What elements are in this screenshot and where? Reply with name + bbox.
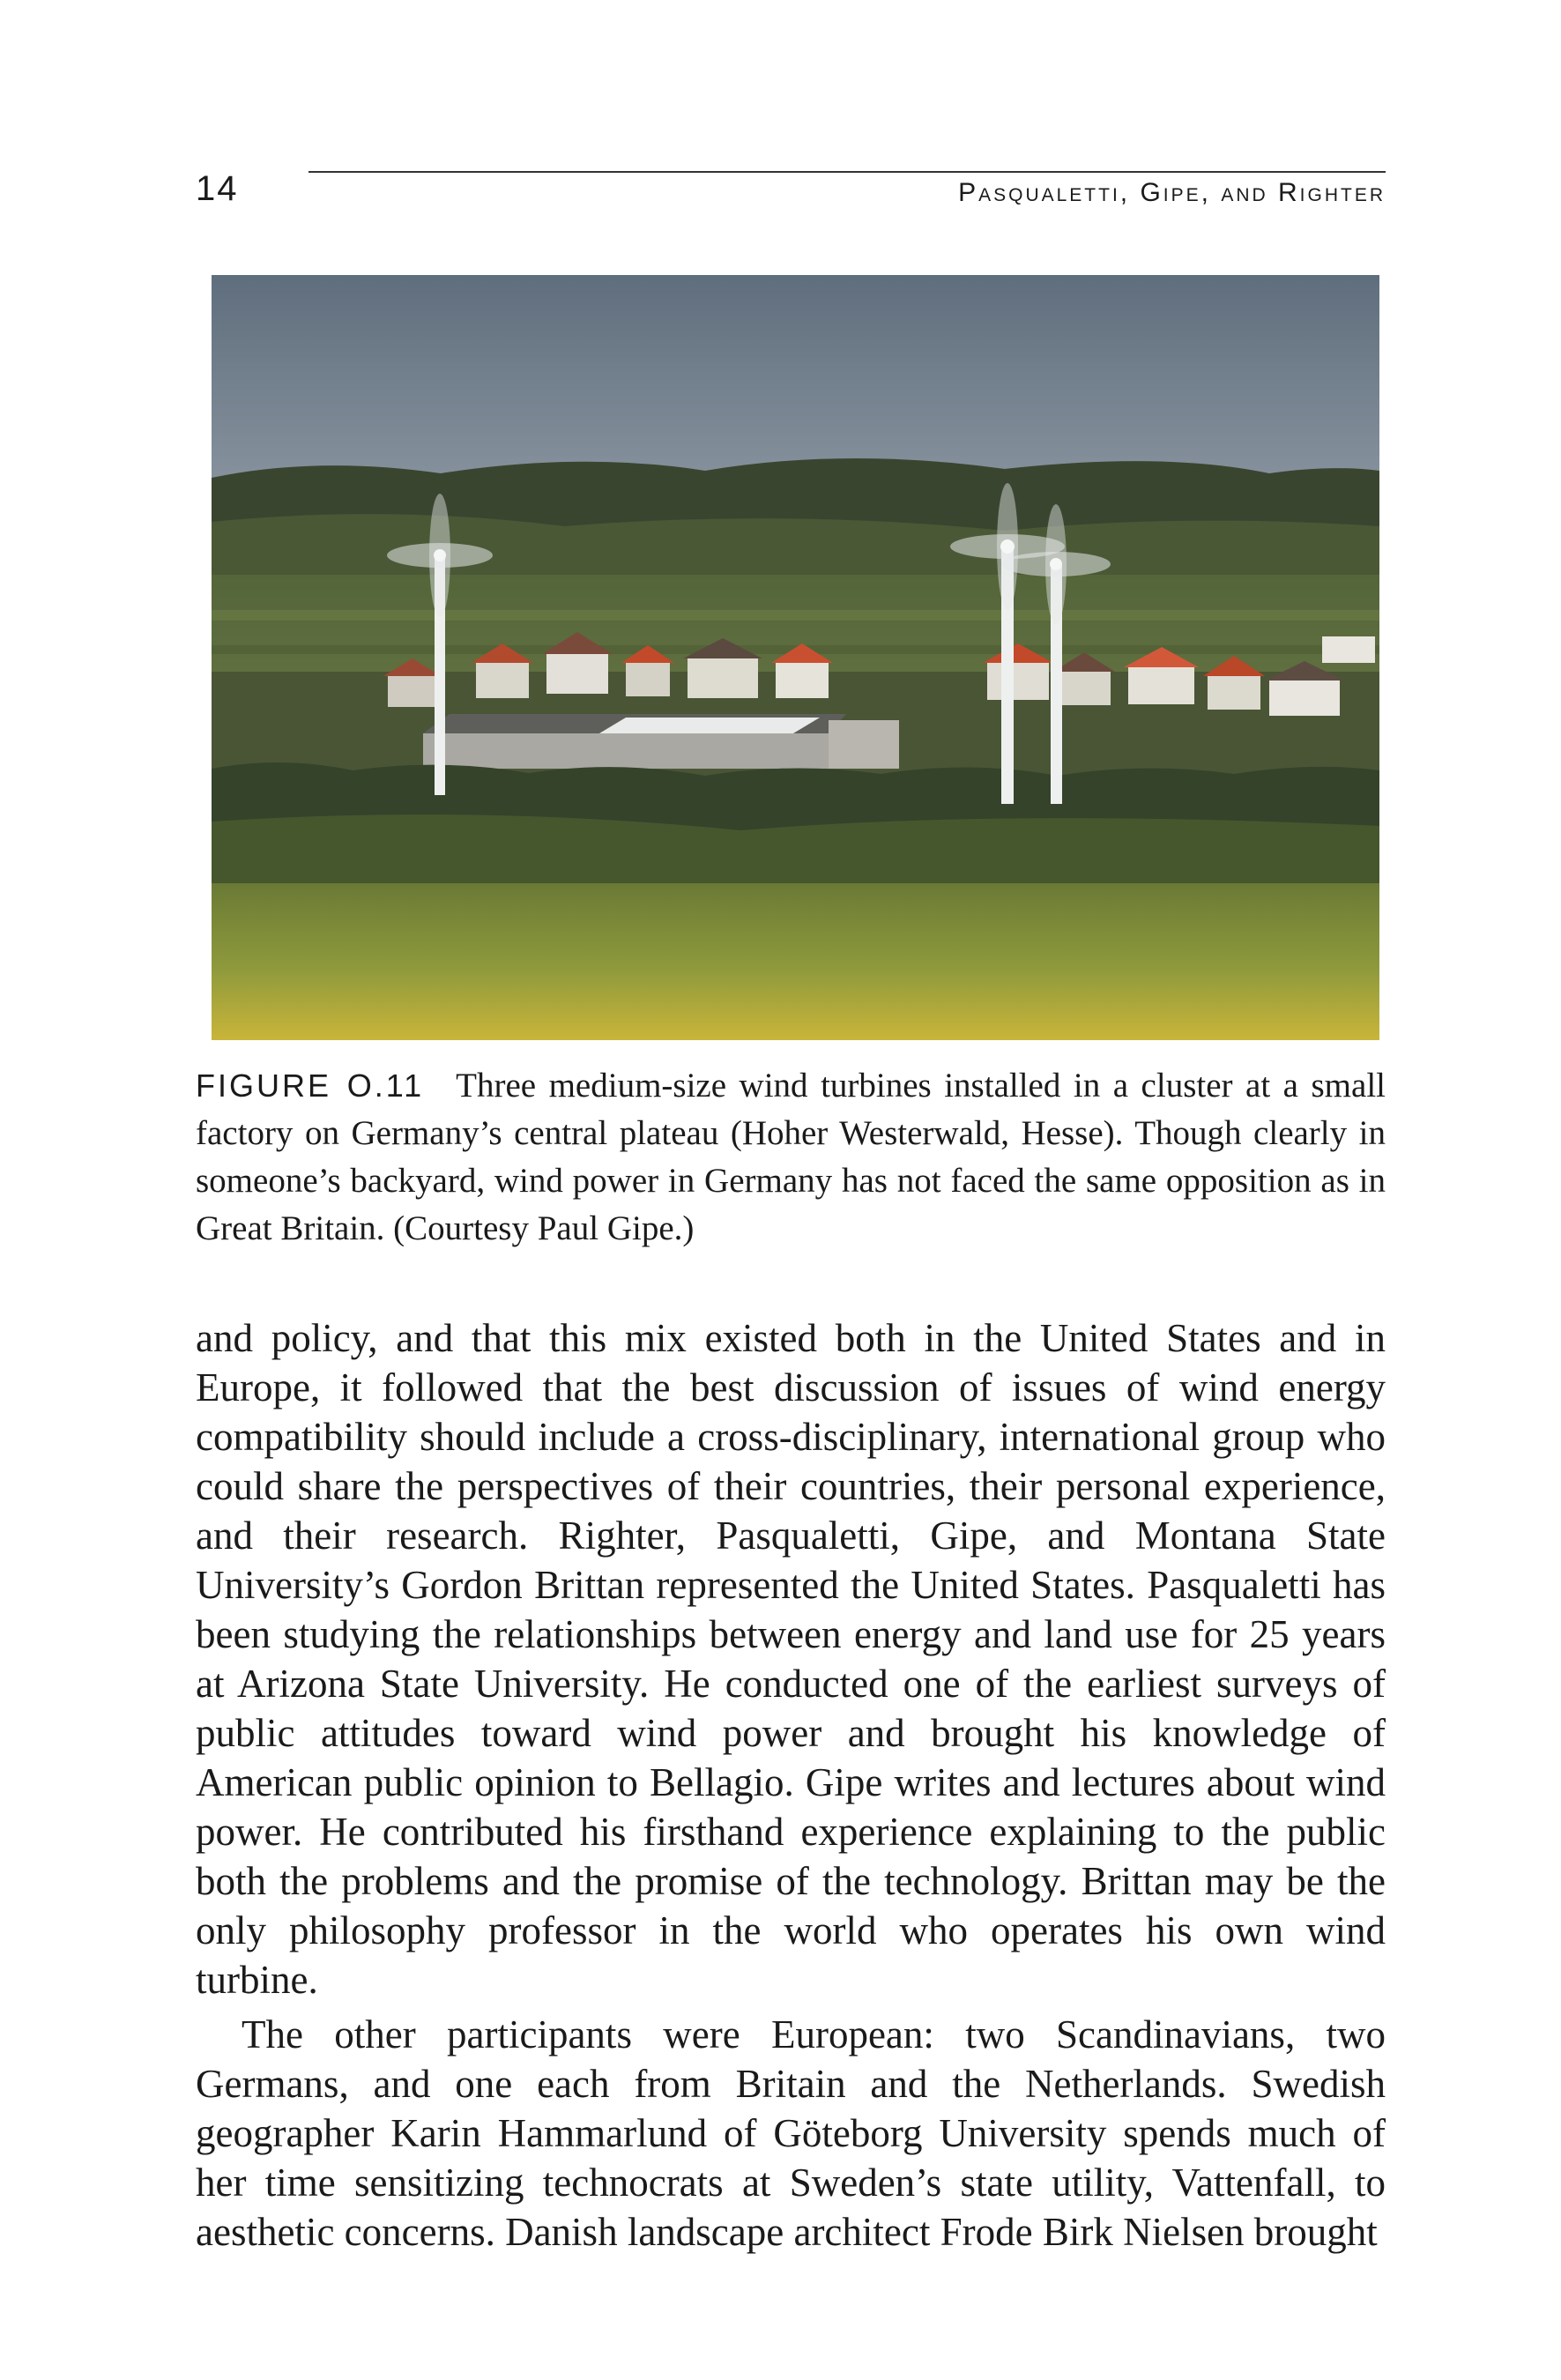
running-head <box>196 160 1386 210</box>
running-title: Pasqualetti, Gipe, and Righter <box>958 178 1386 207</box>
body-paragraph-1: and policy, and that this mix existed both in the United States and in Europe, it followed that the best discussion of issues of wind energy compatibility should include a cross-disciplinary, international group who could share the perspectives of their countries, their personal experience, and their research. Righter, Pasqualetti, Gipe, and Montana State University’s Gordon Brittan represented the United States. Pasqualetti has been studying the relationships between energy and land use for 25 years at Arizona State University. He conducted one of the earliest surveys of public attitudes toward wind power and brought his knowledge of American public opinion to Bellagio. Gipe writes and lectures about wind power. He contributed his firsthand experience explaining to the public both the problems and the promise of the technology. Brittan may be the only philosophy professor in the world who operates his own wind turbine. <box>196 1316 1386 2002</box>
figure-label: FIGURE O.11 <box>196 1067 425 1104</box>
body-text <box>196 1313 1386 2257</box>
wind-turbine-landscape-illustration <box>212 275 1379 1040</box>
figure-caption-text: Three medium-size wind turbines installed in a cluster at a small factory on Germany’s central plateau (Hoher Westerwald, Hesse). Though clearly in someone’s backyard, wind power in Germany has not faced the same opposition as in Great Britain. (Courtesy Paul Gipe.) <box>196 1067 1386 1247</box>
body-paragraph-2: The other participants were European: two Scandinavians, two Germans, and one each from Britain and the Netherlands. Swedish geographer Karin Hammarlund of Göteborg University spends much of her time sensitizing technocrats at Sweden’s state utility, Vattenfall, to aesthetic concerns. Danish landscape architect Frode Birk Nielsen brought <box>196 2012 1386 2254</box>
factory <box>423 714 899 769</box>
rapeseed-field <box>212 883 1379 1040</box>
page-number: 14 <box>196 169 239 208</box>
header-rule <box>308 171 1386 173</box>
figure-caption <box>196 1062 1386 1253</box>
figure-photo-wind-turbines <box>212 275 1379 1040</box>
